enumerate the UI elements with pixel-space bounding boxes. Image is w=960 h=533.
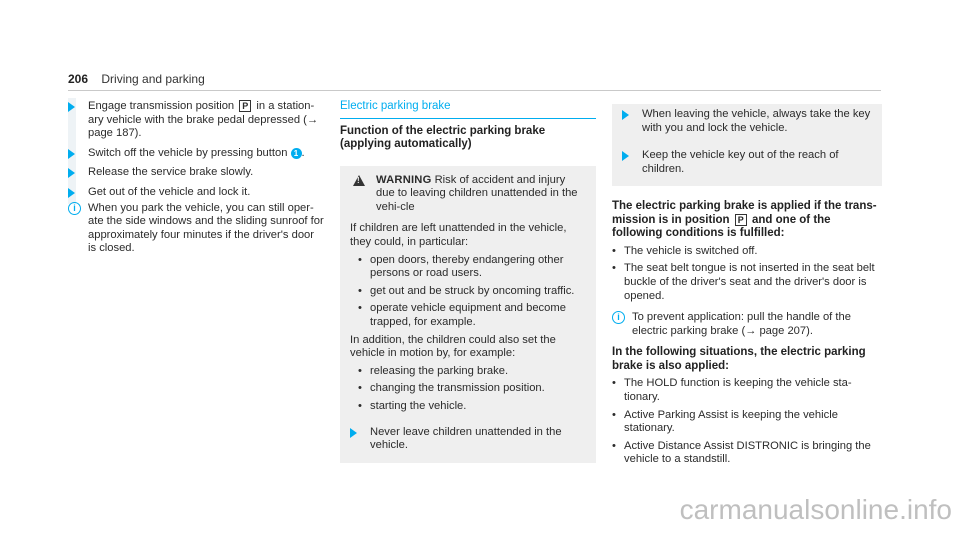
step-arrow-icon [68,149,80,163]
warning-triangle-icon [353,175,365,186]
watermark: carmanualsonline.info [679,494,952,525]
step-arrow-icon [622,151,634,178]
step-get-out: Get out of the vehicle and lock it. [68,186,324,200]
list-item: • operate vehicle equipment and become trapped, for example. [358,302,586,329]
step-switch-off: Switch off the vehicle by pressing button 1 . [68,147,324,161]
section-heading: Electric parking brake [340,100,596,119]
step-release-brake: Release the service brake slowly. [68,166,324,180]
info-icon: i [612,311,625,324]
info-note: i When you park the vehicle, you can still oper-ate the side windows and the sliding sunroof for approximately four minutes if the driver's door is closed. [68,202,324,256]
subsection-heading: In the following situations, the electric parking brake is also applied: [612,346,866,372]
subsection-heading: The electric parking brake is applied if the trans-mission is in position P and one of the following conditions is fulfilled: [612,200,877,240]
step-arrow-icon [622,110,634,137]
step-take-key: When leaving the vehicle, always take the key with you and lock the vehicle. [622,108,872,135]
column-3 [612,104,882,471]
park-position-icon: P [735,214,747,226]
page-number: 206 [68,72,89,86]
section-title: Driving and parking [101,72,205,86]
warning-label: WARNING [376,173,432,186]
step-engage-park: Engage transmission position P in a station-ary vehicle with the brake pedal depressed (→ page 187). [68,100,324,141]
step-arrow-icon [68,188,80,202]
step-never-leave-children: Never leave children unattended in the vehicle. [350,426,586,453]
warning-box-continued [612,104,882,186]
info-note: i To prevent application: pull the handle of the electric parking brake (→ page 207). [612,311,882,338]
header-divider [68,90,881,91]
step-arrow-icon [68,102,80,143]
park-position-icon: P [239,100,251,112]
step-arrow-icon [350,428,362,455]
list-item: • The HOLD function is keeping the vehicle sta-tionary. [612,377,882,404]
list-item: • get out and be struck by oncoming traffic. [358,285,586,299]
list-item: • changing the transmission position. [358,382,586,396]
list-item: • The vehicle is switched off. [612,245,882,259]
list-item: • The seat belt tongue is not inserted in the seat belt buckle of the driver's seat and the driver's door is opened. [612,262,882,303]
list-item: • open doors, thereby endangering other persons or road users. [358,254,586,281]
step-keep-key: Keep the vehicle key out of the reach of children. [622,149,872,176]
column-2 [340,100,596,471]
list-item: • Active Distance Assist DISTRONIC is bringing the vehicle to a standstill. [612,440,882,467]
warning-box: ! WARNING Risk of accident and injury due to leaving children unattended in the vehi-cle If children are left unattended in the vehicle, they could, in particular: • open doors, thereby endangering other persons or road users. • get out and be struck by oncoming traffic. • operate vehicle equipment and become trapped, for example. In addition, the children could also set the vehicle in motion by, for example: • releasing the parking brake. • changing the transmission position. • starting the vehicle. Never leave children unattended in the vehicle. [340,166,596,463]
column-1 [68,100,324,256]
list-item: • Active Parking Assist is keeping the vehicle stationary. [612,409,882,436]
page-header [68,73,205,87]
subsection-heading: Function of the electric parking brake (applying automatically) [340,124,546,151]
info-icon: i [68,202,81,215]
step-arrow-icon [68,168,80,182]
list-item: • releasing the parking brake. [358,365,586,379]
list-item: • starting the vehicle. [358,400,586,414]
warning-text: Risk of accident and injury due to leaving children unattended in the vehi-cle [376,173,578,213]
button-number-icon: 1 [291,148,302,159]
